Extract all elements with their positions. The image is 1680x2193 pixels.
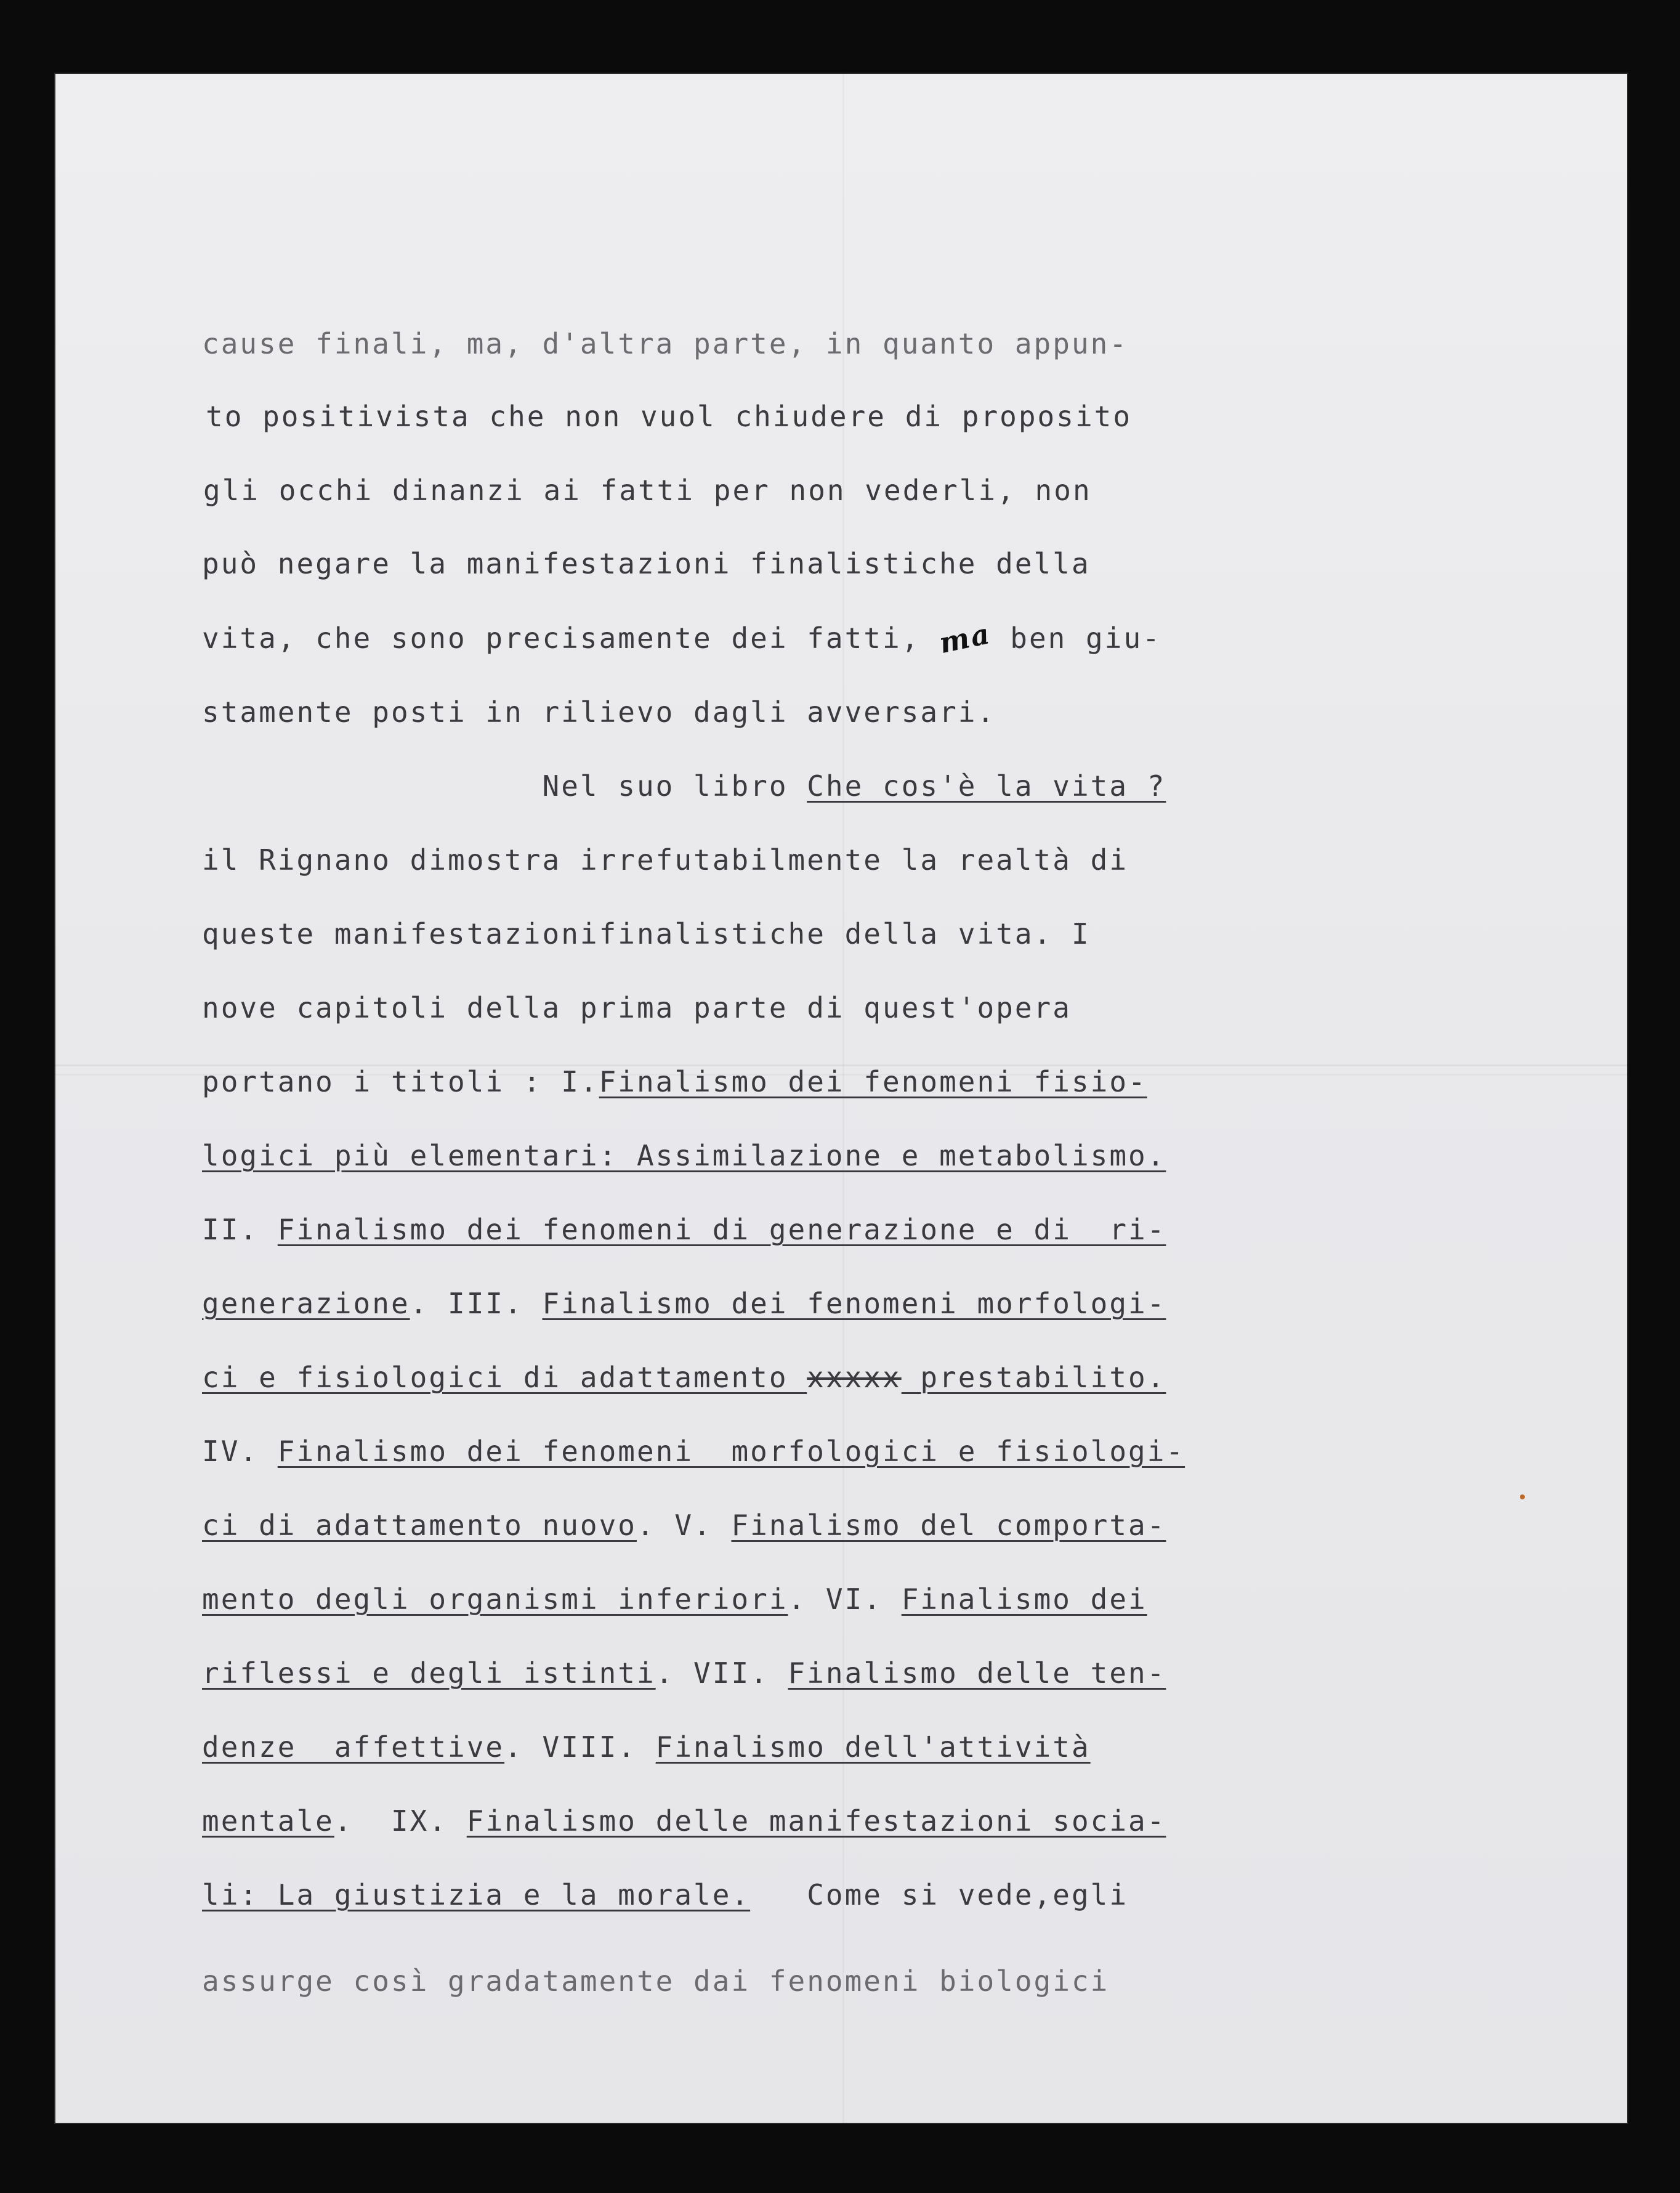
text-line <box>202 841 1128 878</box>
text-line <box>202 1507 1166 1544</box>
text-run: to positivista che non vuol chiudere di proposito <box>206 400 1133 433</box>
text-line <box>206 398 1132 435</box>
text-line <box>202 1063 1147 1100</box>
chapter-title: riflessi e degli istinti <box>202 1656 656 1690</box>
text-run: portano i titoli : I. <box>202 1065 599 1098</box>
text-run: nove capitoli della prima parte di quest'opera <box>202 991 1072 1024</box>
chapter-title: mentale <box>202 1804 334 1838</box>
text-line <box>202 1285 1166 1322</box>
text-line <box>203 472 1092 509</box>
text-line <box>202 616 1161 660</box>
chapter-title: Finalismo del comporta- <box>731 1509 1166 1542</box>
text-line <box>202 545 1091 582</box>
text-line <box>202 768 1166 805</box>
document-page <box>54 73 1628 2124</box>
text-line <box>202 1359 1166 1396</box>
text-run: . VI. <box>788 1583 902 1616</box>
chapter-title: li: La giustizia e la morale. <box>202 1878 751 1911</box>
chapter-title: Finalismo delle ten- <box>788 1656 1166 1690</box>
book-title: Che cos'è la vita ? <box>807 769 1166 803</box>
text-run: . V. <box>636 1509 732 1542</box>
chapter-title: mento degli organismi inferiori <box>202 1583 788 1616</box>
chapter-title: Finalismo delle manifestazioni socia- <box>466 1804 1166 1838</box>
text-line <box>202 1137 1166 1174</box>
chapter-title: Finalismo dei <box>901 1583 1147 1616</box>
text-run: . VII. <box>655 1656 788 1690</box>
text-line <box>202 1433 1185 1470</box>
text-run: stamente posti in rilievo dagli avversari. <box>202 695 996 729</box>
text-line <box>202 1876 1128 1913</box>
text-run: ben giu- <box>991 622 1161 655</box>
text-run: assurge così gradatamente dai fenomeni biologici <box>202 1964 1110 1998</box>
text-run: . IX. <box>334 1804 467 1838</box>
chapter-title: Finalismo dei fenomeni morfologi- <box>542 1287 1166 1320</box>
text-line <box>202 915 1091 952</box>
text-run: IV. <box>202 1435 278 1468</box>
chapter-title: ci e fisiologici di adattamento <box>202 1361 807 1394</box>
text-line <box>202 325 1128 362</box>
text-line <box>202 1802 1166 1839</box>
text-run: vita, che sono precisamente dei fatti, <box>202 622 940 655</box>
struck-out-text: xxxxx <box>807 1361 902 1394</box>
text-run: può negare la manifestazioni finalistiche della <box>202 547 1091 580</box>
handwritten-insertion: ma <box>936 616 995 660</box>
paper-mark <box>1520 1494 1525 1499</box>
chapter-title: ci di adattamento nuovo <box>202 1509 637 1542</box>
text-line <box>202 1211 1166 1248</box>
text-run: il Rignano dimostra irrefutabilmente la realtà di <box>202 843 1129 877</box>
chapter-title: denze affettive <box>202 1730 505 1764</box>
text-run: . VIII. <box>504 1730 656 1764</box>
text-line <box>202 989 1072 1026</box>
text-run: gli occhi dinanzi ai fatti per non vederli, non <box>203 474 1092 507</box>
text-run: cause finali, ma, d'altra parte, in quanto appun- <box>202 327 1129 360</box>
text-run: Come si vede,egli <box>750 1878 1129 1911</box>
chapter-title: Finalismo dell'attività <box>655 1730 1091 1764</box>
chapter-title: Finalismo dei fenomeni fisio- <box>599 1065 1147 1098</box>
chapter-title: prestabilito. <box>901 1361 1166 1394</box>
text-run: . III. <box>410 1287 543 1320</box>
chapter-title: generazione <box>202 1287 410 1320</box>
text-line <box>202 1963 1109 2000</box>
text-run: Nel suo libro <box>202 769 807 803</box>
text-line <box>202 1729 1091 1765</box>
text-line <box>202 694 996 731</box>
text-run: II. <box>202 1213 278 1246</box>
chapter-title: Finalismo dei fenomeni di generazione e di ri- <box>277 1213 1166 1246</box>
chapter-title: Finalismo dei fenomeni morfologici e fisiologi- <box>277 1435 1185 1468</box>
text-line <box>202 1655 1166 1692</box>
chapter-title: logici più elementari: Assimilazione e metabolismo. <box>202 1139 1166 1172</box>
text-line <box>202 1581 1147 1618</box>
text-run: queste manifestazionifinalistiche della vita. I <box>202 917 1091 951</box>
